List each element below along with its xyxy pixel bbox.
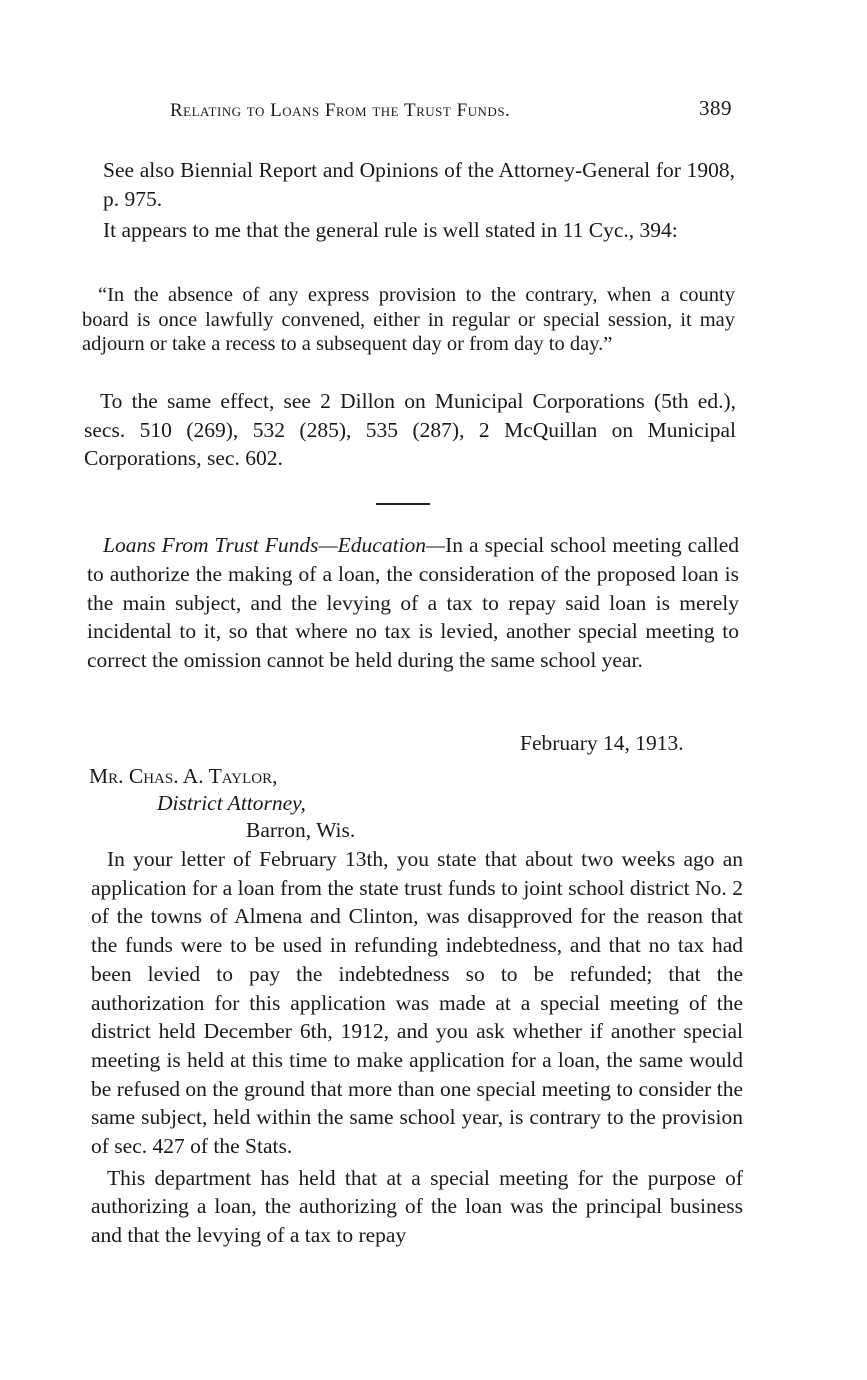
block-quote xyxy=(82,283,735,357)
header-title: Relating to Loans From the Trust Funds. xyxy=(170,100,511,121)
section-divider xyxy=(376,503,430,505)
section-continuation xyxy=(103,156,735,245)
opinion-date: February 14, 1913. xyxy=(520,731,684,755)
headnote xyxy=(87,531,739,675)
running-header xyxy=(170,96,740,122)
paragraph-same-effect: To the same effect, see 2 Dillon on Municipal Corporations (5th ed.), secs. 510 (269), 532 (285), 535 (287), 2 McQuillan on Municipal Corporations, sec. 602. xyxy=(84,389,736,470)
headnote-title: Loans From Trust Funds—Education— xyxy=(103,533,446,557)
opinion-body xyxy=(91,845,743,1250)
paragraph-general-rule: It appears to me that the general rule is well stated in 11 Cyc., 394: xyxy=(103,218,678,242)
addressee-title: District Attorney, xyxy=(157,791,306,815)
paragraph-department-held: This department has held that at a special meeting for the purpose of authorizing a loan, the authorizing of the loan was the principal business and that the levying of a tax to repay xyxy=(91,1165,743,1248)
section-continuation-2 xyxy=(84,387,736,473)
addressee-name: Mr. Chas. A. Taylor, xyxy=(89,764,278,788)
paragraph-biennial-report: See also Biennial Report and Opinions of the Attorney-General for 1908, p. 975. xyxy=(103,158,735,211)
headnote-text: In a special school meeting called to authorize the making of a loan, the consideration of the proposed loan is the main subject, and the levying of a tax to repay said loan is merely incidental to it, so that where no tax is levied, another special meeting to correct the omission cannot be held during the same school year. xyxy=(87,533,739,673)
page-number: 389 xyxy=(699,96,732,120)
paragraph-letter-summary: In your letter of February 13th, you state that about two weeks ago an application for a loan from the state trust funds to joint school district No. 2 of the towns of Almena and Clinton, was disapproved for the reason that the funds were to be used in refunding indebtedness, and that no tax had been levied to pay the indebtedness so to be refunded; that the authorization for this application was made at a special meeting of the district held December 6th, 1912, and you ask whether if another special meeting is held at this time to make application for a loan, the same would be refused on the ground that more than one special meeting to consider the same subject, held within the same school year, is contrary to the provision of sec. 427 of the Stats. xyxy=(91,847,743,1159)
quote-text: “In the absence of any express provision to the contrary, when a county board is once lawfully convened, either in regular or special session, it may adjourn or take a recess to a subsequent day or from day to day.” xyxy=(82,284,735,355)
addressee-place: Barron, Wis. xyxy=(246,818,356,842)
